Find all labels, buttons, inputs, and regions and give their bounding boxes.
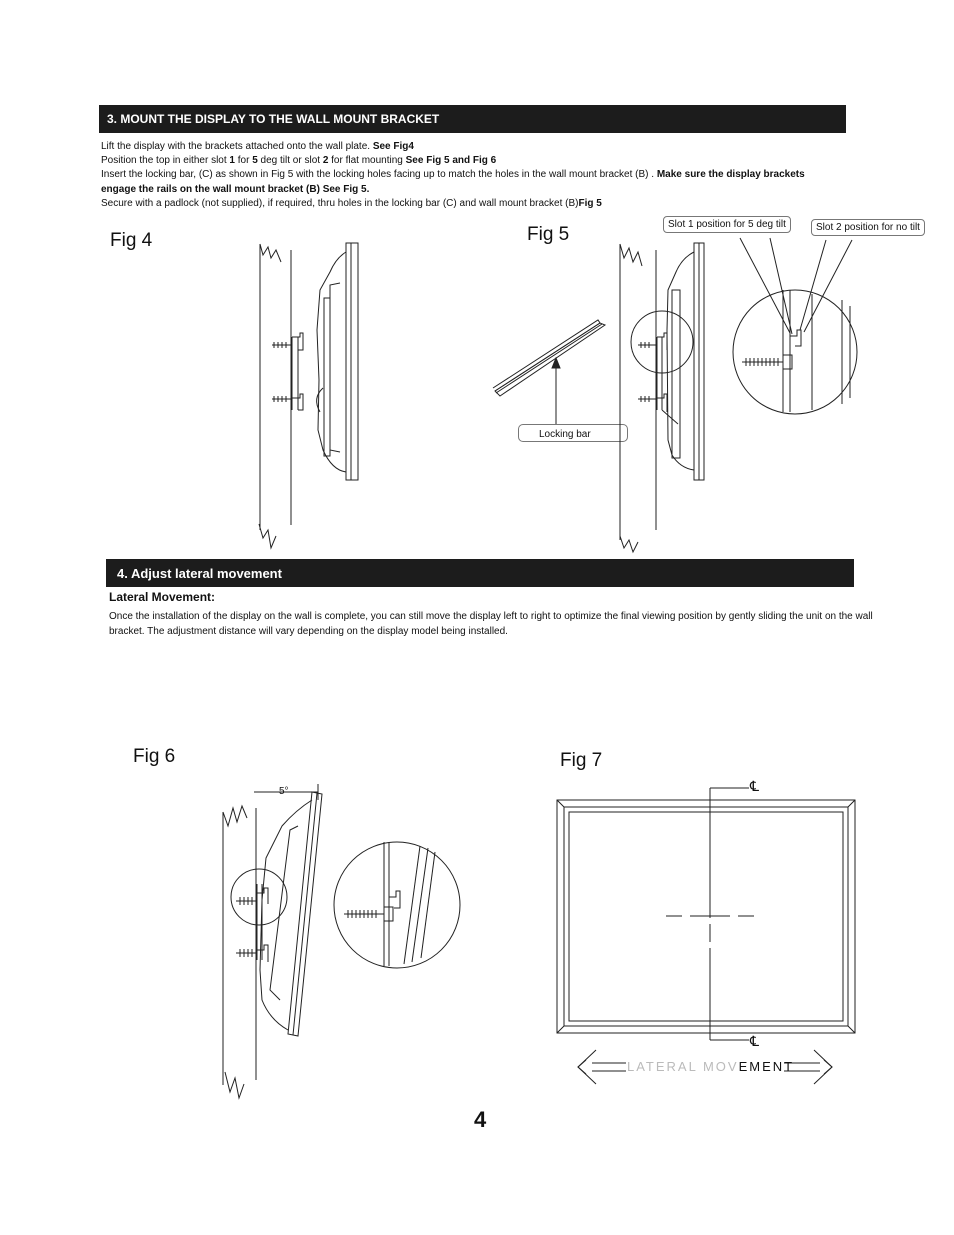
fig5-label: Fig 5 (527, 224, 570, 245)
slot1-callout: Slot 1 position for 5 deg tilt (663, 216, 791, 233)
section-4-heading: 4. Adjust lateral movement (117, 566, 282, 581)
instruction-line-1: Lift the display with the brackets attached onto the wall plate. See Fig4 (101, 141, 414, 152)
fig6-drawing (223, 784, 460, 1098)
fig5-drawing (493, 238, 857, 552)
section-3-heading: 3. MOUNT THE DISPLAY TO THE WALL MOUNT BRACKET (107, 112, 440, 126)
lateral-movement-subheading: Lateral Movement: (109, 590, 216, 604)
centerline-symbol-top: ℄ (750, 778, 759, 794)
section-4-heading-bar (106, 559, 854, 587)
fig4-drawing (259, 243, 358, 548)
fig7-drawing (557, 788, 855, 1084)
fig6-angle-label: 5° (279, 786, 289, 797)
lateral-movement-paragraph-line-1: Once the installation of the display on the wall is complete, you can still move the display left to right to optimize the final viewing position by gently sliding the unit on the wall (109, 611, 873, 622)
centerline-symbol-bottom: ℄ (750, 1033, 759, 1049)
instruction-line-3: Insert the locking bar, (C) as shown in Fig 5 with the locking holes facing up to match the holes in the wall mount bracket (B) . Make sure the display brackets (101, 169, 805, 180)
instruction-line-4: engage the rails on the wall mount bracket (B) See Fig 5. (101, 184, 370, 195)
fig6-label: Fig 6 (133, 746, 176, 767)
fig4-label: Fig 4 (110, 230, 153, 251)
instruction-line-5: Secure with a padlock (not supplied), if required, thru holes in the locking bar (C) and wall mount bracket (B)Fig 5 (101, 198, 602, 209)
slot2-callout: Slot 2 position for no tilt (811, 219, 925, 236)
fig7-label: Fig 7 (560, 750, 603, 771)
instruction-line-2: Position the top in either slot 1 for 5 deg tilt or slot 2 for flat mounting See Fig 5 and Fig 6 (101, 155, 497, 166)
locking-bar-callout: Locking bar (518, 424, 628, 442)
lateral-movement-label: LATERAL MOVEMENT (627, 1059, 795, 1074)
page-number: 4 (474, 1107, 487, 1132)
lateral-movement-paragraph-line-2: bracket. The adjustment distance will vary depending on the display model being installed. (109, 626, 508, 637)
